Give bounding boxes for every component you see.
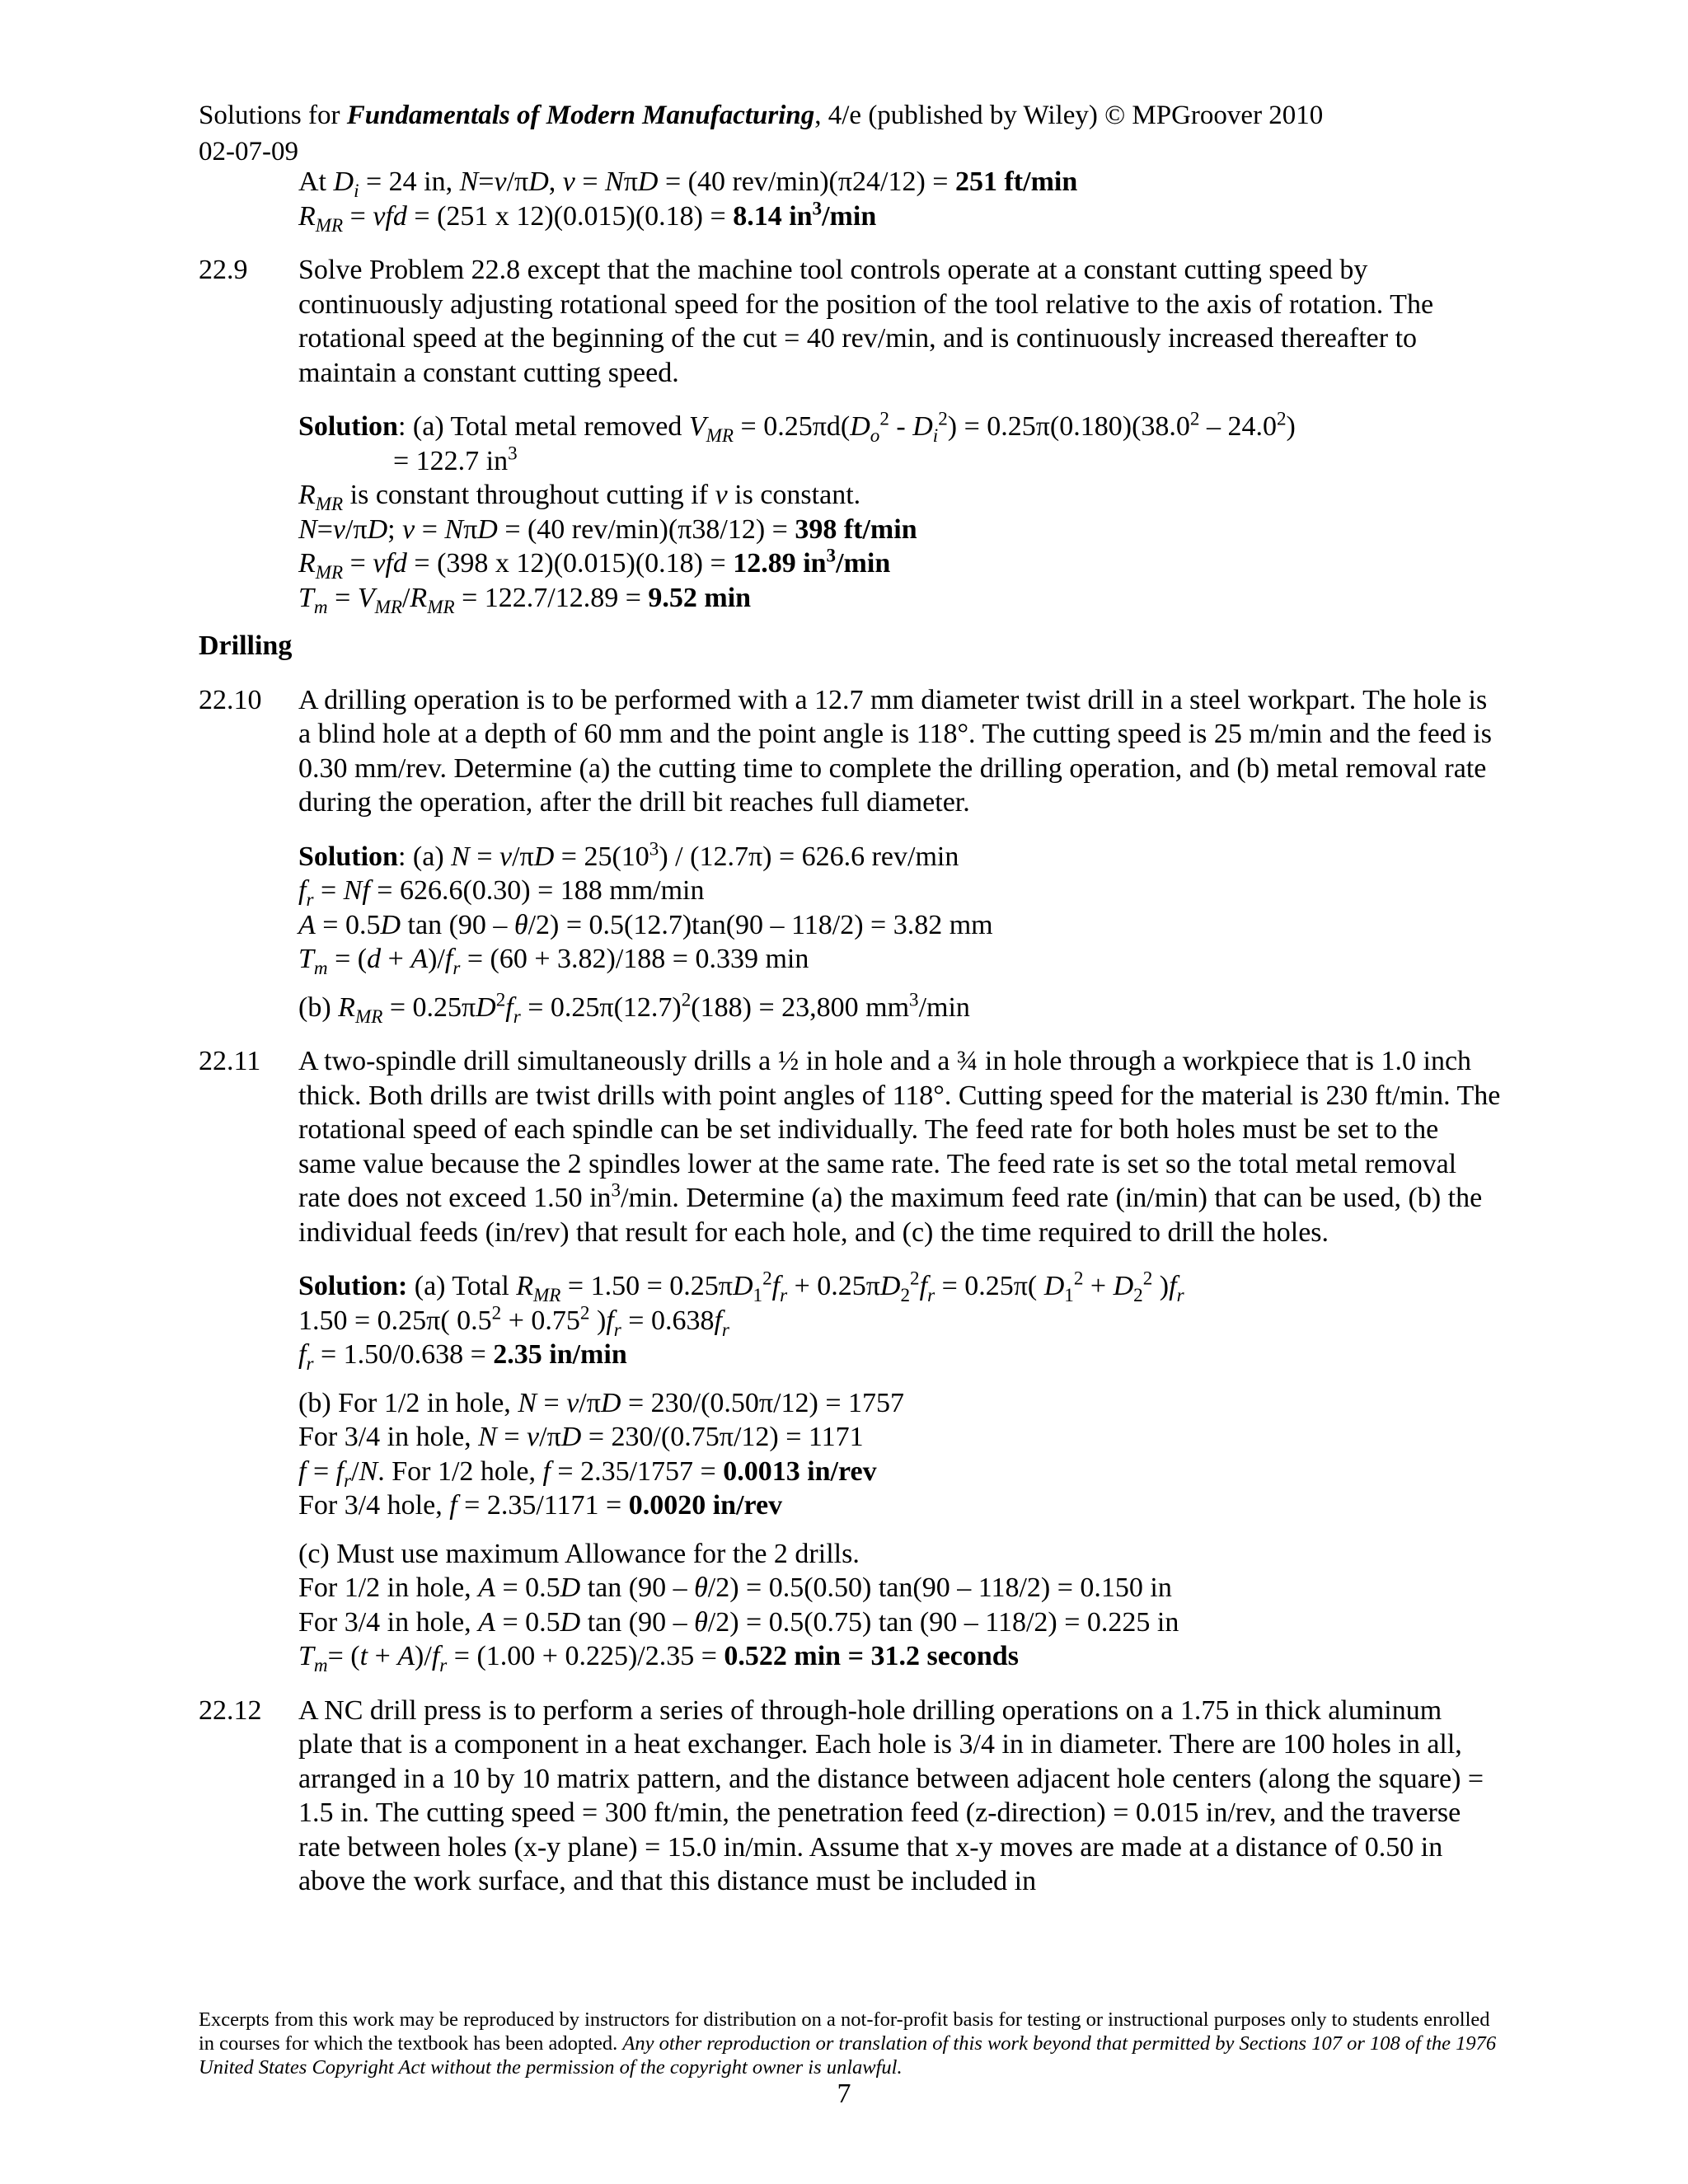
problem-number: 22.12 — [199, 1694, 262, 1726]
solution-22-10: Solution: (a) $N = v/\pi D = 25(10^3) / (12.7\pi) = 626.6$ rev/min $f_r = Nf = 626.6(0.30) = 188$ mm/min A = 0.5D tan (90 – θ/2) = 0.5(12.7)tan(90 – 118/2) = 3.82 mm $T_m = (d + A)/f_r = (60 + 3.82)/188 = 0.339$ min (b) $R_{MR} = 0.25\pi D^2f_r = 0.25\pi(12.7)^2(188) = 23,800$ $mm^3/\min$ — [298, 838, 993, 1028]
problem-number: 22.10 — [199, 684, 262, 715]
solution-22-11-c-intro: (c) Must use maximum Allowance for the 2 drills. — [298, 1538, 860, 1569]
problem-number: 22.9 — [199, 255, 248, 285]
problem-number: 22.11 — [199, 1046, 261, 1076]
copyright-footer — [199, 2008, 1501, 2079]
solution-22-8-continued: At $D_i = 24$ in, N=v/πD, v = NπD = (40 rev/min)(π24/12) = 251 ft/min $R_{MR}$ = vfd = (251 x 12)(0.015)(0.18) = 8.14 $in^3/\min$ — [298, 166, 1078, 237]
section-heading-drilling: Drilling — [199, 630, 293, 661]
problem-22-10 — [199, 683, 1501, 820]
problem-text-part-1: A two-spindle drill simultaneously drills a ½ in hole and a ¾ in hole through a workpiece that is 1.0 inch thick. Both drills are twist drills with point angles of 118°. Cutting speed for the material is 230 ft/min. The rotational speed of each spindle can be set individually. The feed rate for both holes must be set to the same value because the 2 spindles lower at the same rate. The feed rate is set so the total metal removal rate does not exceed 1.50 in — [298, 1046, 1501, 1213]
solution-22-11: Solution: (a) Total $R_{MR} = 1.50 = 0.25\pi D_1^2f_r + 0.25\pi D_2^2f_r = 0.25\pi$( $D_1^2 + D_2^2$ )$f_r$ 1.50 = 0.25π( $0.5^2 + 0.75^2$ )$f_r = 0.638f_r$ $f_r = 1.50/0.638 = 2.35$ in/min (b) For 1/2 in hole, N = v/πD = 230/(0.50π/12) = 1757 For 3/4 in hole, N = v/πD = 230/(0.75π/12) = 1171 $f = f_r/N$. For 1/2 hole, f = 2.35/1757 = 0.0013 in/rev For 3/4 hole, f = 2.35/1171 = 0.0020 in/rev (c) Must use maximum Allowance for the 2 drills. For 1/2 in hole, A = 0.5D tan (90 – θ/2) = 0.5(0.50) tan(90 – 118/2) = 0.150 in For 3/4 in hole, A = 0.5D tan (90 – θ/2) = 0.5(0.75) tan (90 – 118/2) = 0.225 in $T_m= (t + A)/f_r = (1.00 + 0.225)/2.35 = 0.522$ min = 31.2 seconds — [199, 1269, 1501, 1674]
footer-text: Excerpts from this work may be reproduced by instructors for distribution on a not-for-profit basis for testing or instructional purposes only to students enrolled in courses for which the textbook has been adopted. — [199, 2008, 1490, 2055]
problem-text: Solve Problem 22.8 except that the machine tool controls operate at a constant cutting speed by continuously adjusting rotational speed for the position of the tool relative to the axis of rotation. The rotational speed at the beginning of the cut = 40 rev/min, and is continuously increased thereafter to maintain a constant cutting speed. — [298, 255, 1434, 388]
problem-text: A drilling operation is to be performed with a 12.7 mm diameter twist drill in a steel workpart. The hole is a blind hole at a depth of 60 mm and the point angle is 118°. The cutting speed is 25 m/min and the feed is 0.30 mm/rev. Determine (a) the cutting time to complete the drilling operation, and (b) metal removal rate during the operation, after the drill bit reaches full diameter. — [298, 684, 1492, 818]
document-body — [199, 165, 1501, 1899]
footer-text-italic: Any other reproduction or translation of this work beyond that permitted by Sections 107 or 108 of the 1976 United States Copyright Act without the permission of the copyright owner is unlawful. — [199, 2032, 1497, 2079]
problem-text-superscript: 3 — [611, 1179, 621, 1202]
problem-22-12 — [199, 1694, 1501, 1899]
header-citation: Solutions for Fundamentals of Modern Manufacturing, 4/e (published by Wiley) © MPGroover 2010 — [199, 101, 1324, 130]
header-date: 02-07-09 — [199, 137, 298, 166]
problem-text-part-2: /min. Determine (a) the maximum feed rate (in/min) that can be used, (b) the individual feeds (in/rev) that result for each hole, and (c) the time required to drill the holes. — [298, 1183, 1483, 1248]
page-number: 7 — [837, 2079, 851, 2109]
problem-22-9 — [199, 253, 1501, 390]
problem-22-11 — [199, 1044, 1501, 1249]
page-header — [199, 97, 1323, 170]
solution-22-9: Solution: (a) Total metal removed $V_{MR} = 0.25\pi d(D_o^2 - D_i^2) = 0.25\pi(0.180)(38.0^2 - 24.0^2)$ = 122.7 $in^3$ $R_{MR}$ is constant throughout cutting if v is constant. N=v/πD; v = NπD = (40 rev/min)(π38/12) = 398 ft/min $R_{MR}$ = vfd = (398 x 12)(0.015)(0.18) = 12.89 $in^3/\min$ $T_m = V_{MR}/R_{MR} = 122.7/12.89 = 9.52$ min — [298, 408, 1296, 618]
problem-text: A NC drill press is to perform a series of through-hole drilling operations on a 1.75 in thick aluminum plate that is a component in a heat exchanger. Each hole is 3/4 in in diameter. There are 100 holes in all, arranged in a 10 by 10 matrix pattern, and the distance between adjacent hole centers (along the square) = 1.5 in. The cutting speed = 300 ft/min, the penetration feed (z-direction) = 0.015 in/rev, and the traverse rate between holes (x-y plane) = 15.0 in/min. Assume that x-y moves are made at a distance of 0.50 in above the work surface, and that this distance must be included in — [298, 1694, 1484, 1896]
